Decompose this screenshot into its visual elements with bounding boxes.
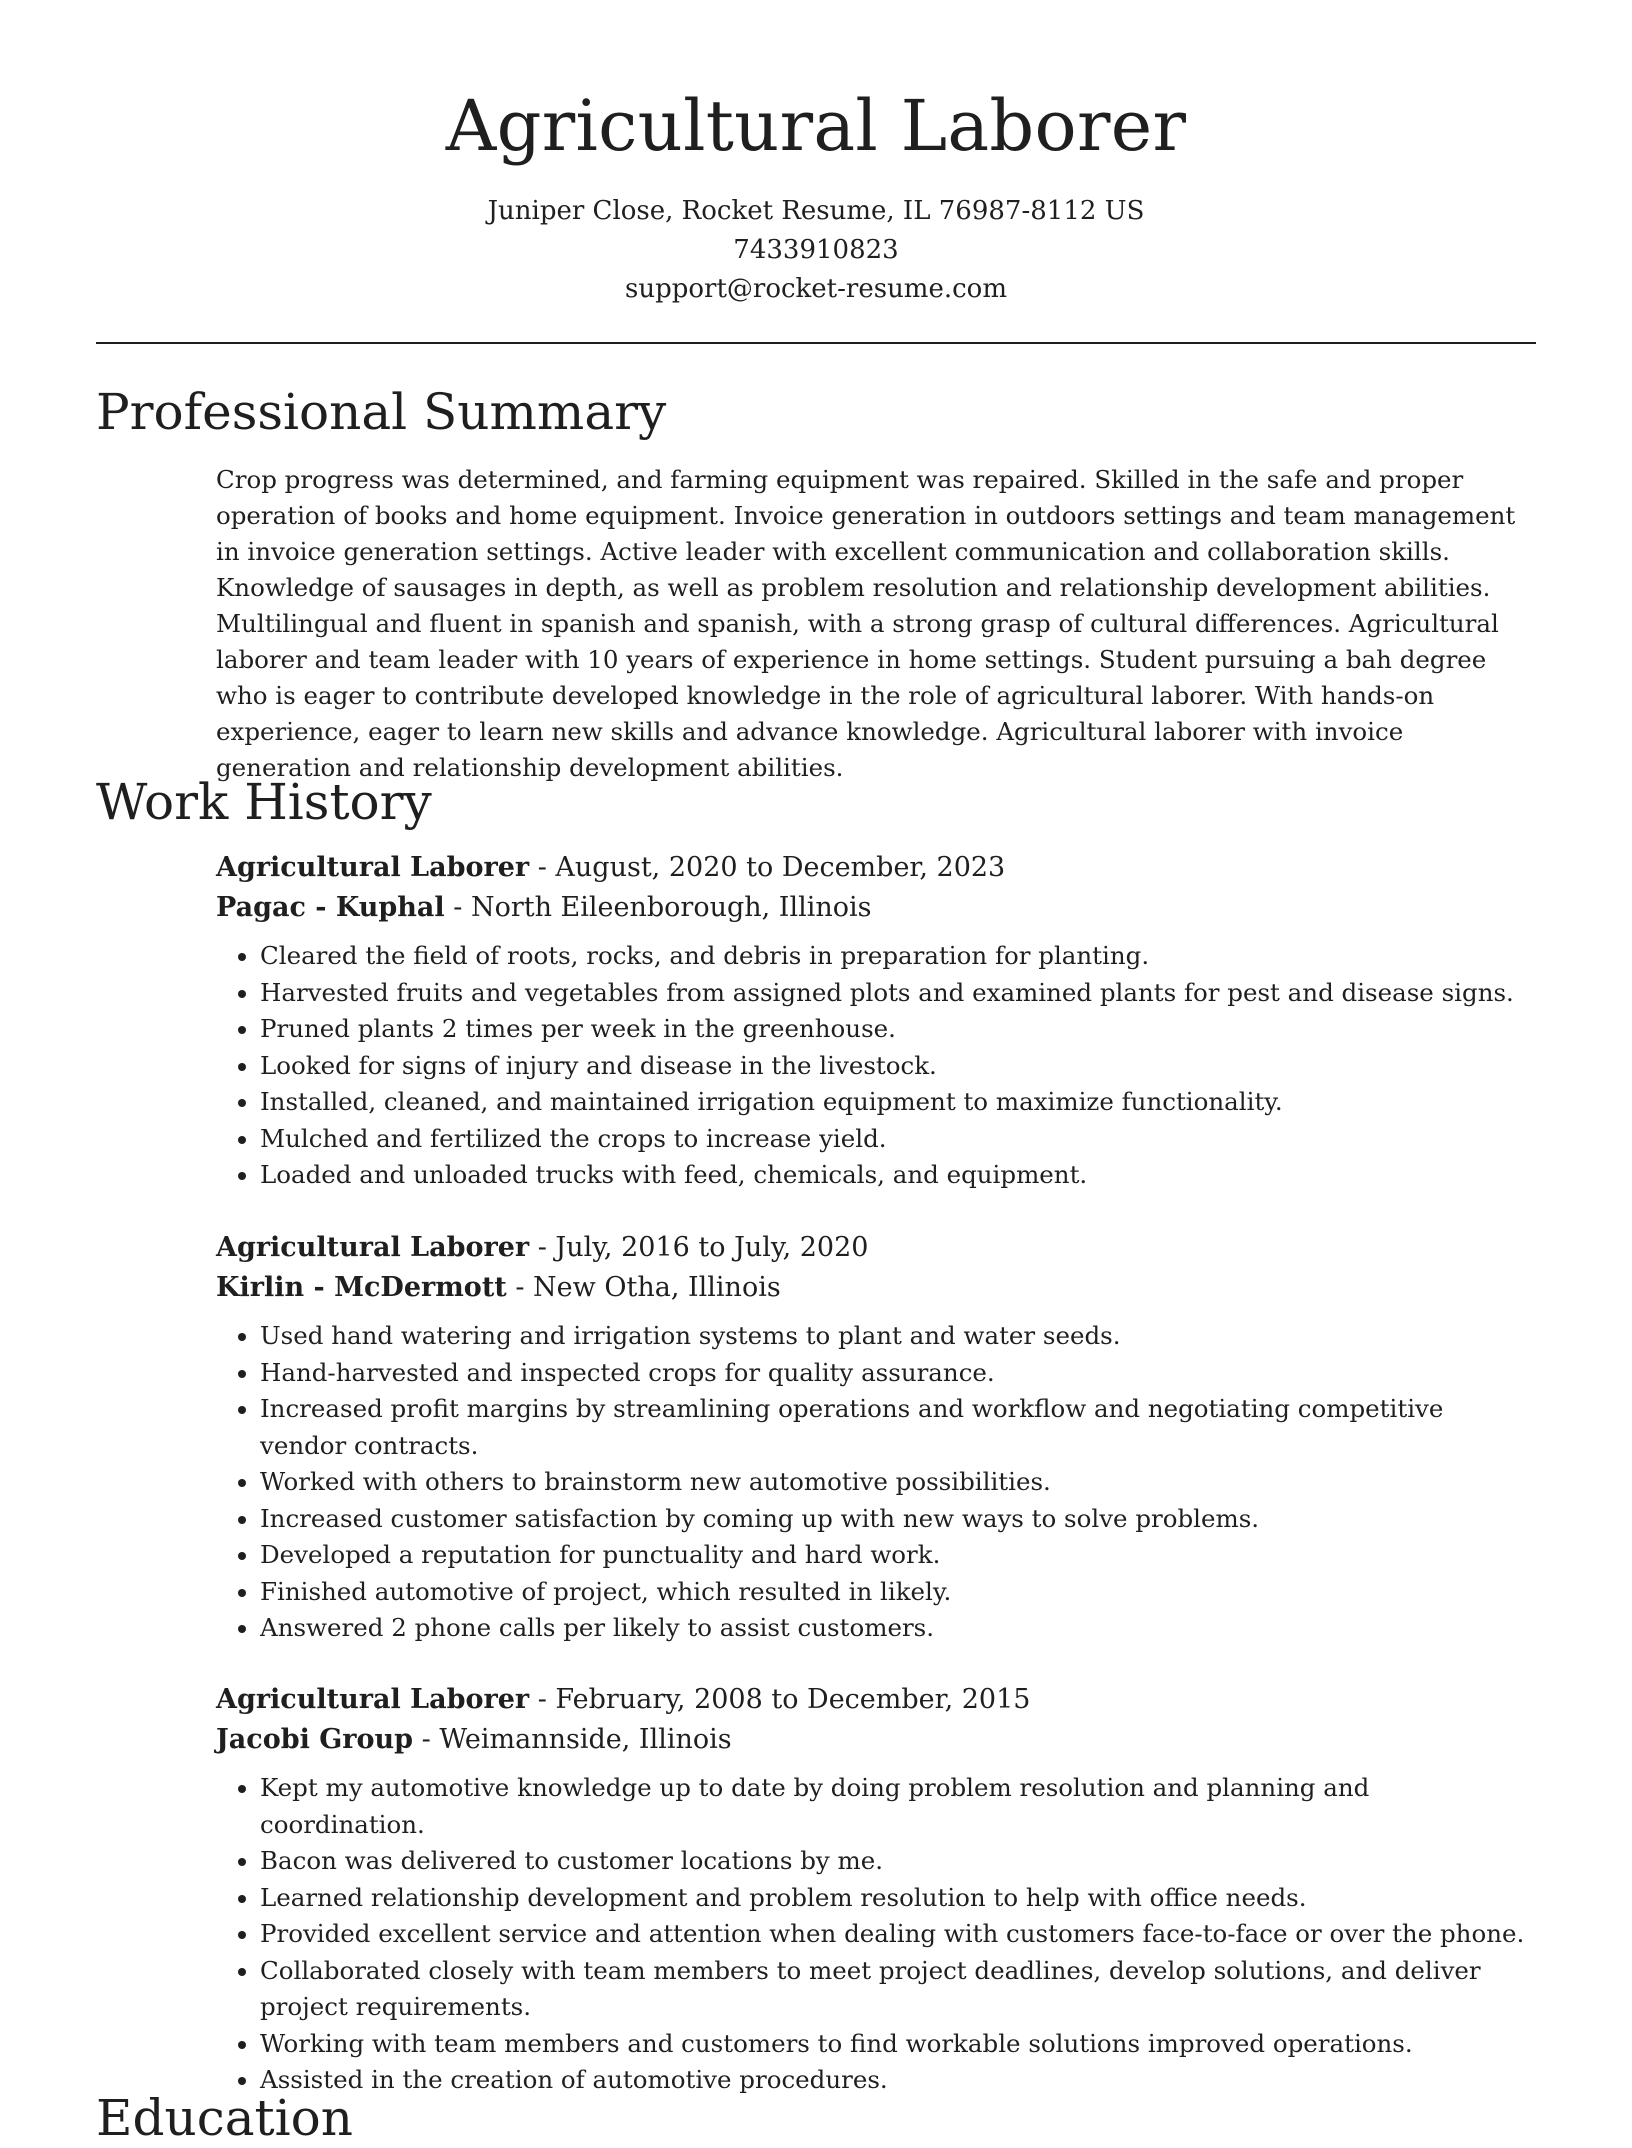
job-title-line bbox=[216, 1228, 1536, 1268]
job-role: Agricultural Laborer bbox=[216, 1684, 530, 1715]
list-item: • Pruned plants 2 times per week in the greenhouse. bbox=[260, 1011, 1536, 1048]
list-item: • Worked with others to brainstorm new automotive possibilities. bbox=[260, 1464, 1536, 1501]
list-item: • Mulched and fertilized the crops to increase yield. bbox=[260, 1121, 1536, 1158]
job-location: - New Otha, Illinois bbox=[506, 1272, 781, 1303]
candidate-name: Agricultural Laborer bbox=[445, 85, 1187, 167]
job-company: Jacobi Group bbox=[216, 1724, 414, 1755]
list-item: • Increased customer satisfaction by coming up with new ways to solve problems. bbox=[260, 1501, 1536, 1538]
list-item: • Learned relationship development and problem resolution to help with office needs. bbox=[260, 1880, 1536, 1917]
list-item: • Loaded and unloaded trucks with feed, chemicals, and equipment. bbox=[260, 1157, 1536, 1194]
job-location: - North Eileenborough, Illinois bbox=[444, 892, 872, 923]
job-entry bbox=[216, 1680, 1536, 2099]
list-item: • Assisted in the creation of automotive procedures. bbox=[260, 2062, 1536, 2099]
job-entry bbox=[216, 848, 1536, 1194]
job-company-line bbox=[216, 1720, 1536, 1760]
list-item: • Cleared the field of roots, rocks, and debris in preparation for planting. bbox=[260, 938, 1536, 975]
list-item: • Used hand watering and irrigation systems to plant and water seeds. bbox=[260, 1318, 1536, 1355]
list-item: • Kept my automotive knowledge up to date by doing problem resolution and planning and coordination. bbox=[260, 1770, 1536, 1843]
list-item: • Harvested fruits and vegetables from assigned plots and examined plants for pest and disease signs. bbox=[260, 975, 1536, 1012]
list-item: • Provided excellent service and attention when dealing with customers face-to-face or over the phone. bbox=[260, 1916, 1536, 1953]
job-dates: - February, 2008 to December, 2015 bbox=[529, 1684, 1031, 1715]
job-company-line bbox=[216, 1268, 1536, 1308]
list-item: • Answered 2 phone calls per likely to assist customers. bbox=[260, 1610, 1536, 1647]
list-item: • Bacon was delivered to customer locations by me. bbox=[260, 1843, 1536, 1880]
job-role: Agricultural Laborer bbox=[216, 852, 530, 883]
job-entry bbox=[216, 1228, 1536, 1647]
section-title-summary: Professional Summary bbox=[96, 383, 667, 441]
job-bullets bbox=[216, 1770, 1536, 2099]
header-divider bbox=[96, 342, 1536, 344]
job-location: - Weimannside, Illinois bbox=[413, 1724, 732, 1755]
resume-header bbox=[0, 0, 1632, 309]
list-item: • Hand-harvested and inspected crops for quality assurance. bbox=[260, 1355, 1536, 1392]
job-bullets bbox=[216, 938, 1536, 1194]
job-dates: - July, 2016 to July, 2020 bbox=[529, 1232, 869, 1263]
job-company: Pagac - Kuphal bbox=[216, 892, 445, 923]
section-title-education: Education bbox=[96, 2089, 353, 2147]
list-item: • Looked for signs of injury and disease in the livestock. bbox=[260, 1048, 1536, 1085]
summary-text: Crop progress was determined, and farming equipment was repaired. Skilled in the safe and proper operation of books and home equipment. Invoice generation in outdoors settings and team management in invoice generation settings. Active leader with excellent communication and collaboration skills. Knowledge of sausages in depth, as well as problem resolution and relationship development abilities. Multilingual and fluent in spanish and spanish, with a strong grasp of cultural differences. Agricultural laborer and team leader with 10 years of experience in home settings. Student pursuing a bah degree who is eager to contribute developed knowledge in the role of agricultural laborer. With hands-on experience, eager to learn new skills and advance knowledge. Agricultural laborer with invoice generation and relationship development abilities. bbox=[216, 465, 1516, 782]
phone: 7433910823 bbox=[733, 235, 899, 265]
job-company-line bbox=[216, 888, 1536, 928]
job-company: Kirlin - McDermott bbox=[216, 1272, 507, 1303]
list-item: • Finished automotive of project, which resulted in likely. bbox=[260, 1574, 1536, 1611]
list-item: • Working with team members and customers to find workable solutions improved operations. bbox=[260, 2026, 1536, 2063]
job-title-line bbox=[216, 1680, 1536, 1720]
list-item: • Collaborated closely with team members to meet project deadlines, develop solutions, and deliver project requirements. bbox=[260, 1953, 1536, 2026]
list-item: • Increased profit margins by streamlining operations and workflow and negotiating competitive vendor contracts. bbox=[260, 1391, 1536, 1464]
contact-block bbox=[0, 192, 1632, 309]
job-bullets bbox=[216, 1318, 1536, 1647]
email: support@rocket-resume.com bbox=[624, 274, 1007, 304]
list-item: • Installed, cleaned, and maintained irrigation equipment to maximize functionality. bbox=[260, 1084, 1536, 1121]
job-dates: - August, 2020 to December, 2023 bbox=[529, 852, 1006, 883]
address: Juniper Close, Rocket Resume, IL 76987-8112 US bbox=[487, 196, 1145, 226]
job-title-line bbox=[216, 848, 1536, 888]
list-item: • Developed a reputation for punctuality and hard work. bbox=[260, 1537, 1536, 1574]
job-role: Agricultural Laborer bbox=[216, 1232, 530, 1263]
section-title-work-history: Work History bbox=[96, 773, 432, 831]
